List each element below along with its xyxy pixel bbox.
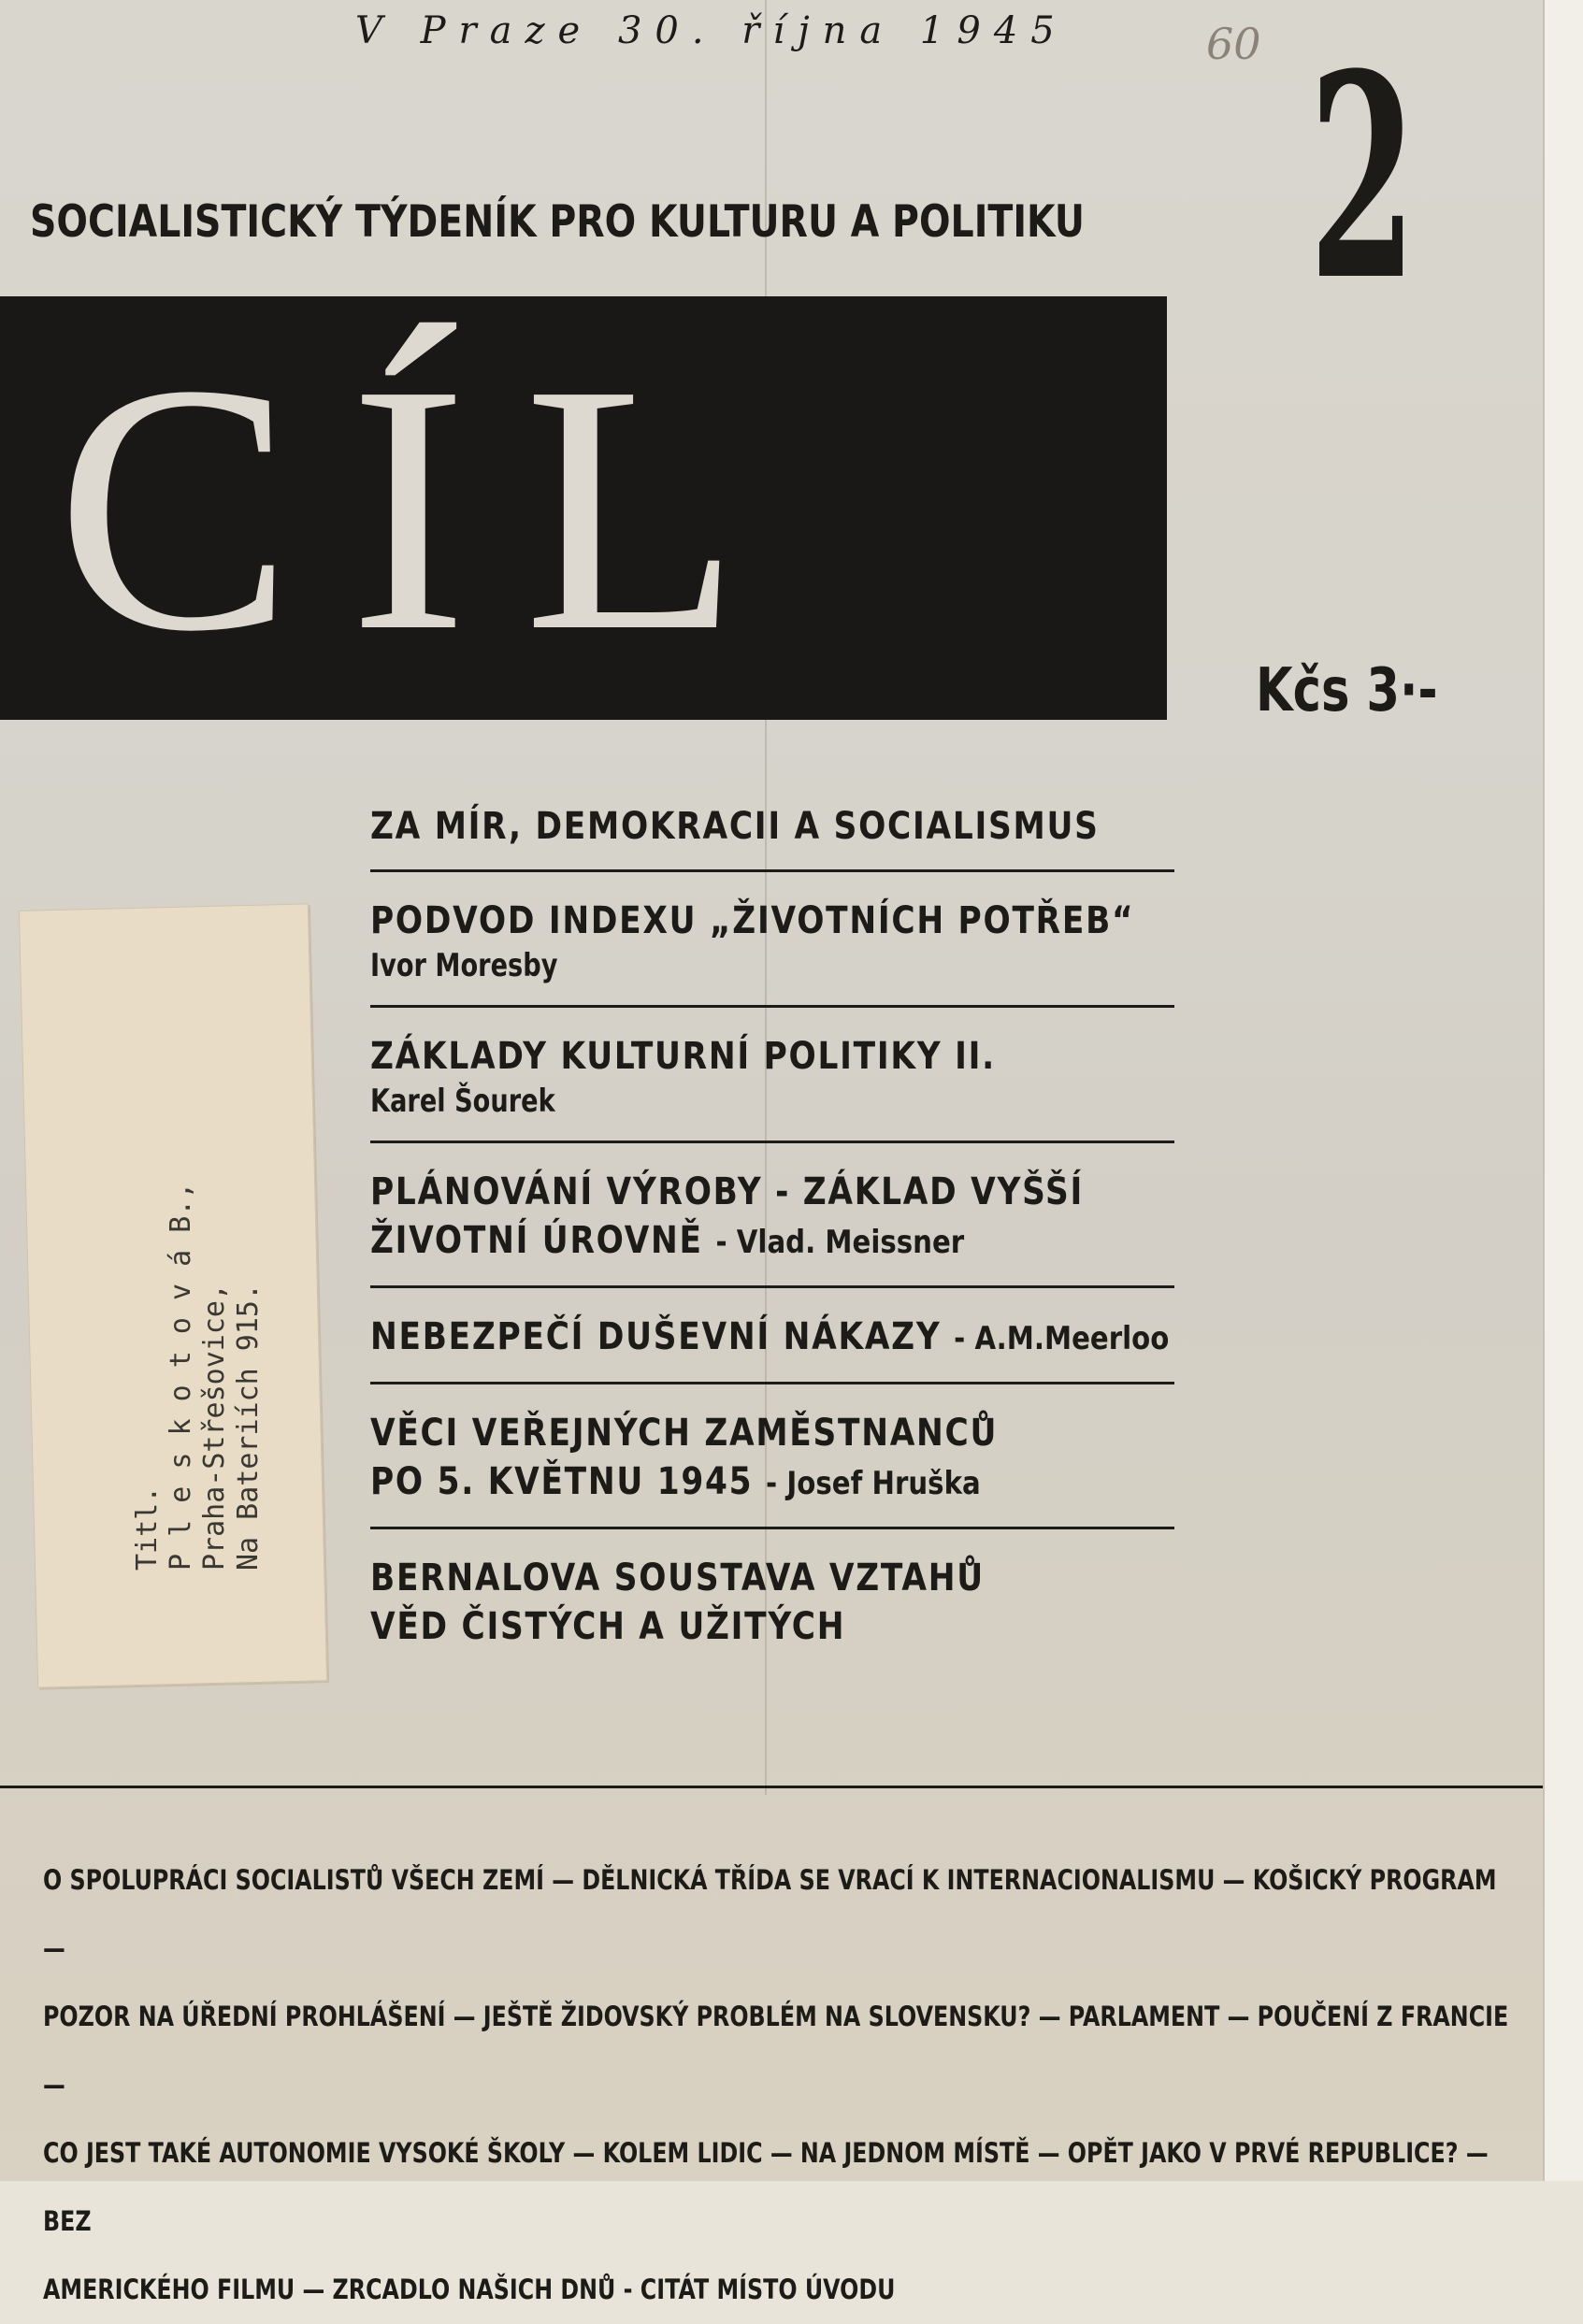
issue-number: 2	[1309, 12, 1417, 342]
topics-line: AMERICKÉHO FILMU — ZRCADLO NAŠICH DNŮ - CITÁT MÍSTO ÚVODU	[43, 2274, 896, 2305]
toc-title-line2	[370, 1216, 1062, 1267]
masthead-title: CÍL	[56, 311, 798, 705]
toc-title-line	[370, 1313, 1170, 1363]
toc-title: PODVOD INDEXU „ŽIVOTNÍCH POTŘEB“	[370, 899, 1135, 942]
toc-item	[370, 1160, 1174, 1288]
toc-title: ZA MÍR, DEMOKRACII A SOCIALISMUS	[370, 805, 1100, 848]
toc-item	[370, 1305, 1174, 1384]
toc-item	[370, 889, 1174, 1008]
toc-author: Ivor Moresby	[370, 947, 558, 984]
price: Kčs 3·-	[1256, 656, 1438, 725]
toc-title: BERNALOVA SOUSTAVA VZTAHŮ	[370, 1557, 985, 1600]
bottom-divider	[0, 1786, 1543, 1788]
toc-item	[370, 1546, 1174, 1670]
toc-author: Karel Šourek	[370, 1083, 555, 1120]
address-label-text	[131, 1183, 266, 1571]
dateline: V Praze 30. října 1945	[355, 9, 1068, 52]
address-line: Titl.	[131, 1485, 164, 1571]
toc-title: NEBEZPEČÍ DUŠEVNÍ NÁKAZY	[370, 1315, 942, 1358]
toc-title: ZÁKLADY KULTURNÍ POLITIKY II.	[370, 1035, 996, 1078]
toc-item	[370, 1401, 1174, 1529]
toc-title-continued: ŽIVOTNÍ ÚROVNĚ	[370, 1219, 703, 1262]
address-line: P l e s k o t o v á B.,	[165, 1182, 197, 1571]
toc-author-separator: -	[766, 1465, 787, 1502]
toc-author: Vlad. Meissner	[736, 1224, 965, 1261]
masthead-banner	[0, 296, 1167, 720]
toc-item	[370, 1025, 1174, 1143]
toc-author-separator: -	[954, 1320, 975, 1357]
table-of-contents	[370, 795, 1174, 1686]
toc-title-continued: PO 5. KVĚTNU 1945	[370, 1460, 754, 1503]
toc-author-separator: -	[715, 1224, 737, 1261]
topics-line: POZOR NA ÚŘEDNÍ PROHLÁŠENÍ — JEŠTĚ ŽIDOVSKÝ PROBLÉM NA SLOVENSKU? — PARLAMENT — POUČENÍ Z FRANCIE —	[43, 2001, 1509, 2101]
pencil-note: 60	[1206, 19, 1261, 69]
toc-author: Josef Hruška	[786, 1465, 981, 1502]
toc-author: A.M.Meerloo	[974, 1320, 1170, 1357]
topics-line: O SPOLUPRÁCI SOCIALISTŮ VŠECH ZEMÍ — DĚLNICKÁ TŘÍDA SE VRACÍ K INTERNACIONALISMU — KOŠICKÝ PROGRAM —	[43, 1864, 1497, 1964]
address-line: Na Bateriích 915.	[232, 1283, 265, 1571]
toc-title-line2	[370, 1457, 1062, 1508]
toc-title: VĚCI VEŘEJNÝCH ZAMĚSTNANCŮ	[370, 1412, 999, 1455]
toc-title-continued: VĚD ČISTÝCH A UŽITÝCH	[370, 1605, 846, 1648]
page-edge	[1543, 0, 1583, 2181]
tagline: SOCIALISTICKÝ TÝDENÍK PRO KULTURU A POLITIKU	[30, 196, 1085, 248]
address-line: Praha-Střešovice,	[198, 1283, 231, 1571]
topics-line: CO JEST TAKÉ AUTONOMIE VYSOKÉ ŠKOLY — KOLEM LIDIC — NA JEDNOM MÍSTĚ — OPĚT JAKO V PRVÉ REPUBLICE? — BEZ	[43, 2137, 1489, 2237]
toc-title: PLÁNOVÁNÍ VÝROBY - ZÁKLAD VYŠŠÍ	[370, 1170, 1085, 1213]
topics-list	[43, 1846, 1515, 2324]
toc-item	[370, 795, 1174, 872]
